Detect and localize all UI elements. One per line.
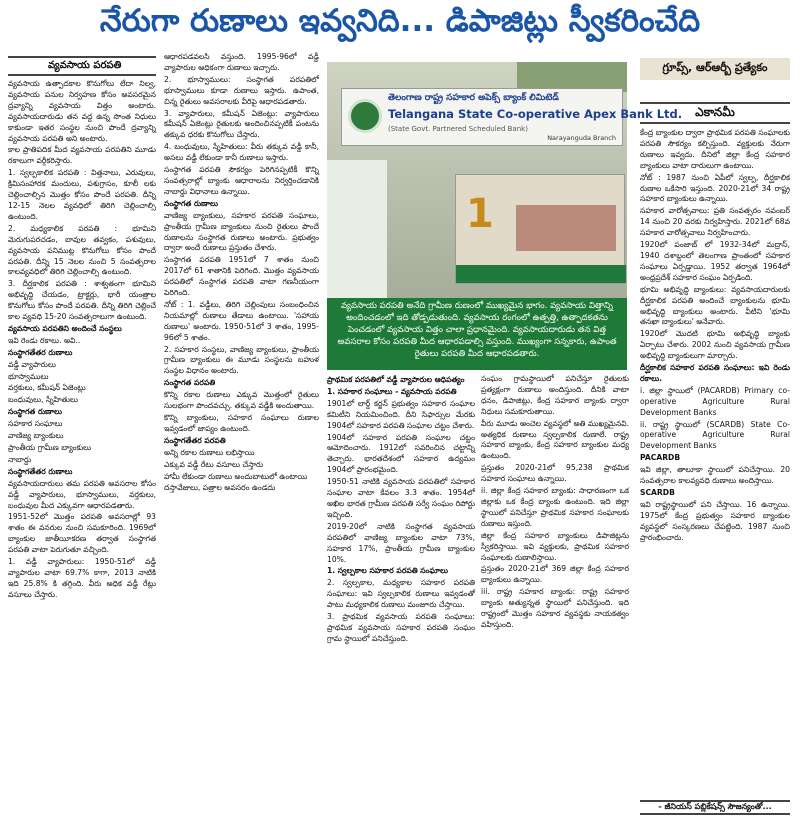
section-title-economy: ఎకానమీ	[640, 102, 790, 124]
photo-caption: వ్యవసాయ పరపతి అనేది గ్రామీణ రుణంలో ముఖ్యమైన భాగం. వ్యవసాయ విత్తాన్ని అందించడంలో ఇది తోడ్పడుతుంది. వ్యవసాయ రంగంలో ఉత్పత్తి, ఉత్పాదకతను పెంచడంలో వ్యవసాయ విత్తం చాలా ప్రధానమైంది. వ్యవసాయదారుడు తన విత్త అవసరాల కోసం పరపతి మీద ఆధారపడాల్సి వస్తుంది. ముఖ్యంగా సన్నకారు, ఉపాంత రైతులు పరపతి మీద ఆధారపడతారు.	[327, 298, 627, 370]
paragraph: వ్యవసాయ ఉత్పాదకాల కొనుగోలు లేదా నిల్వ, వ్యవసాయ పనుల నిర్వహణ కోసం అవసరమైన ద్రవ్యాన్ని వ్యవసాయ విత్తం అంటారు. వ్యవసాయదారుడు తన వద్ద ఉన్న సొంత నిధులు కాకుండా ఇతర సంస్థల నుంచి పొందే ద్రవ్యాన్ని వ్యవసాయ పరపతి అని అంటారు.	[8, 79, 156, 143]
paragraph: ఇవి రెండు రకాలు. అవి..	[8, 335, 81, 345]
paragraph: 1. సహకార సంఘాలు - వ్యవసాయ పరపతి	[327, 386, 457, 396]
column-fourth	[481, 374, 629, 814]
paragraph: జిల్లా కేంద్ర సహకార బ్యాంకులు డిపాజిట్లను స్వీకరిస్తాయి. ఇవి వ్యక్తులకు, ప్రాథమిక సహకార సంఘాలకు రుణాలిస్తాయి.	[481, 530, 629, 562]
paragraph: 2. స్వల్పకాల, మధ్యకాల సహకార పరపతి సంఘాలు: ఇవి స్వల్పకాలిక రుణాలు ఇవ్వడంతో పాటు మధ్యకాలిక రుణాలు మంజూరు చేస్తాయి.	[327, 578, 475, 610]
list-item: బంధువులు, స్నేహితులు	[8, 395, 78, 405]
paragraph: వ్యవసాయదారులు తమ పరపతి అవసరాల కోసం వడ్డీ వ్యాపారులు, భూస్వాములు, వర్తకులు, బంధువుల మీద ఎక్కువగా ఆధారపడతారు.	[8, 478, 156, 510]
paragraph: కాల ప్రాతిపదిక మీద వ్యవసాయ పరపతిని మూడు రకాలుగా వర్గీకరిస్తారు.	[8, 145, 156, 166]
paragraph: సంస్థాగత పరపతి సౌకర్యం పెరిగినప్పటికీ కొన్ని సంవత్సరాల్లో బ్యాంకు ఆధారాలను నిర్వర్తించడానికి నాబార్డు విధానాలు ఉన్నాయి.	[164, 165, 319, 196]
sign-english: Telangana State Co-operative Apex Bank Ltd.	[388, 107, 683, 121]
paragraph: దీర్ఘకాలిక సహకార పరపతి సంఘాలు: ఇవి రెండు రకాలు.	[640, 363, 790, 383]
subheading: వ్యవసాయ పరపతిని అందించే సంస్థలు	[8, 323, 122, 333]
poster-banner	[455, 174, 625, 284]
paragraph: ఇవి జిల్లా, తాలూకా స్థాయిలో పనిచేస్తాయి. 20 సంవత్సరాల కాలవ్యవధి రుణాలు అందిస్తాయి.	[640, 465, 790, 486]
subheading: సంస్థాగతేతర పరపతి	[164, 435, 226, 445]
section-title-agri-credit: వ్యవసాయ పరపతి	[8, 56, 156, 76]
bank-logo-icon	[348, 99, 382, 133]
subheading: ప్రాథమిక పరపతిలో వడ్డీ వ్యాపారుల ఆధిపత్యం	[327, 375, 465, 384]
list-item: భూస్వాములు	[8, 371, 49, 381]
paragraph: 2. భూస్వాములు: సంస్థాగత పరపతిలో భూస్వాములు కూడా రుణాలు ఇస్తారు. ఉపాంత, చిన్న రైతులు అవసరాలకు వీరిపై ఆధారపడతారు.	[164, 74, 319, 106]
column-left	[8, 52, 156, 814]
standee-banner	[327, 160, 387, 298]
sign-telugu: తెలంగాణ రాష్ట్ర సహకార అపెక్స్ బ్యాంక్ లిమిటెడ్	[388, 93, 559, 103]
paragraph: 2019-20లో నాటికి సంస్థాగత వ్యవసాయ పరపతిలో వాణిజ్య బ్యాంకుల వాటా 73%, సహకార 17%, ప్రాంతీయ గ్రామీణ బ్యాంకుల 10%.	[327, 521, 475, 564]
paragraph: సంస్థాగత పరపతి 1951లో 7 శాతం నుంచి 2017లో 61 శాతానికి పెరిగింది. మొత్తం వ్యవసాయ పరపతిలో సంస్థాగత పరపతి వాటా గణనీయంగా పెరిగింది.	[164, 255, 319, 298]
paragraph: సహకార వారోత్సవాలు: ప్రతి సంవత్సరం నవంబర్ 14 నుంచి 20 వరకు నిర్వహిస్తారు. 2021లో 68వ సహకార వారోత్సవాలు నిర్వహించారు.	[640, 206, 790, 238]
subheading: SCARDB	[640, 488, 675, 497]
poster-strip	[456, 265, 626, 283]
paragraph: 1920లో పంజాబ్ లో 1932-34లో మద్రాస్, 1940 దశాబ్దంలో తెలంగాణ ప్రాంతంలో సహకార సంఘాలు ఏర్పడ్డాయి. 1952 తర్వాత 1964లో అంధ్రప్రదేశ్ సహకార సంఘం ఏర్పడింది.	[640, 240, 790, 282]
paragraph: 1901లో లార్డ్ కర్జన్ ప్రభుత్వం సహకార సంఘాల కమిటీని నియమించింది. దీని సిఫార్సుల మేరకు 1904లో సహకార పరపతి సంఘాల చట్టం చేశారు.	[327, 398, 475, 430]
paragraph: 1. వడ్డీ వ్యాపారులు: 1950-51లో వడ్డీ వ్యాపారుల వాటా 69.7% కాగా, 2013 నాటికి ఇది 25.8% కి తగ్గింది. వీరు అధిక వడ్డీ రేట్లు వసూలు చేస్తారు.	[8, 557, 156, 599]
list-item: ఎక్కువ వడ్డీ రేటు వసూలు చేస్తారు	[164, 459, 264, 469]
paragraph: iii. రాష్ట్ర సహకార బ్యాంకు: రాష్ట్ర సహకార బ్యాంకు అత్యున్నత స్థాయిలో పనిచేస్తుంది. ఇది రాష్ట్రంలో మొత్తం సహకార వ్యవస్థకు నాయకత్వం వహిస్తుంది.	[481, 587, 629, 629]
paragraph: 3. వ్యాపారులు, కమీషన్ ఏజెంట్లు: వ్యాపారులు కమీషన్ ఏజెంట్లు రైతులకు అందించినప్పటికీ పంటను తక్కువ ధరకు కొనుగోలు చేస్తారు.	[164, 108, 319, 140]
paragraph: ఇవి రాష్ట్రస్థాయిలో పని చేస్తాయి. 16 ఉన్నాయి. 1975లో కేంద్ర ప్రభుత్వం సహకార బ్యాంకుల వ్యవస్థలో సంస్కరణలు చేపట్టింది. 1987 నుంచి ప్రారంభించారు.	[640, 499, 790, 542]
list-item: 3. దీర్ఘకాలిక పరపతి : శాశ్వతంగా భూమిని అభివృద్ధి చేయడం, ట్రాక్టర్లు, భారీ యంత్రాల కొనుగోలు కోసం పొందే పరపతి. దీన్ని తిరిగి చెల్లించే కాల వ్యవధి 15-20 సంవత్సరాలుగా ఉంటుంది.	[8, 279, 156, 322]
list-item: సంస్థాగత రుణాలు	[8, 407, 62, 417]
paragraph: ప్రస్తుతం 2020-21లో 369 జిల్లా కేంద్ర సహకార బ్యాంకులు ఉన్నాయి.	[481, 564, 629, 585]
column-second	[164, 52, 319, 814]
paragraph: భూమి అభివృద్ధి బ్యాంకులు: వ్యవసాయదారులకు దీర్ఘకాలిక పరపతి అందించే బ్యాంకులను భూమి అభివృద్ధి బ్యాంకులు అంటారు. వీటిని 'భూమి తనఖా బ్యాంకులు' అనేవారు.	[640, 284, 790, 327]
paragraph: 1. స్వల్పకాల సహకార పరపతి సంఘాలు	[327, 566, 448, 576]
paragraph: 1904లో సహకార పరపతి సంఘాల చట్టం ఆమోదించారు. 1912లో సవరించిన చట్టాన్ని తెచ్చారు. భారతదేశంలో సహకార ఉద్యమం 1904లో ప్రారంభమైంది.	[327, 432, 475, 475]
list-item: వర్తకులు, కమీషన్ ఏజెంట్లు	[8, 383, 86, 393]
paragraph: నోట్ : 1987 నుంచి ఏపీలో స్వల్ప, దీర్ఘకాలిక రుణాల ఒకేసారి ఇస్తుంది. 2020-21లో 34 రాష్ట్ర సహకార బ్యాంకులు ఉన్నాయి.	[640, 172, 790, 204]
paragraph: కొన్ని బ్యాంకులు, సహకార సంఘాలు రుణాల ఇవ్వడంలో జాప్యం ఉంటుంది.	[164, 413, 319, 433]
subheading: సంస్థాగత రుణాలు	[164, 198, 218, 208]
paragraph: ii. జిల్లా కేంద్ర సహకార బ్యాంకు: సాధారణంగా ఒక జిల్లాకు ఒక కేంద్ర బ్యాంకు ఉంటుంది. ఇది జిల్లా స్థాయిలో పనిచేస్తూ ప్రాథమిక సహకార సంఘాలకు రుణాలు ఇస్తుంది.	[481, 486, 629, 528]
column-right	[640, 128, 790, 796]
paragraph: సంఘం గ్రామస్థాయిలో పనిచేస్తూ రైతులకు ప్రత్యక్షంగా రుణాలు అందిస్తుంది. దీనికి వాటా ధనం, డిపాజిట్లు, కేంద్ర సహకార బ్యాంకు ద్వారా నిధులు సమకూరుతాయి.	[481, 374, 629, 416]
list-item: సంస్థాగతేతర రుణాలు	[8, 347, 73, 357]
paragraph: ఆధారపడవలసి వస్తుంది. 1995-96లో వడ్డీ వ్యాపారుల అధికంగా రుణాలు ఇచ్చారు.	[164, 52, 319, 72]
subheading: PACARDB	[640, 453, 681, 463]
bank-photo	[327, 62, 683, 298]
list-item: ప్రాంతీయ గ్రామీణ బ్యాంకులు	[8, 443, 92, 452]
poster-number: 1	[466, 191, 494, 237]
sign-branch: Narayanguda Branch	[547, 134, 616, 142]
paragraph: నోట్ : 1. వడ్డీలు, తిరిగి చెల్లింపులు సంబంధించిన నియమాల్లో రుణాలు తేడాలు ఉంటాయి. 'సహాయ రుణాలు' అంటారు. 1950-51లో 3 శాతం, 1995-96లో 5 శాతం.	[164, 299, 319, 342]
sign-subtitle: (State Govt. Partnered Scheduled Bank)	[388, 125, 528, 133]
column-third	[327, 374, 475, 814]
headline: నేరుగా రుణాలు ఇవ్వనిది... డిపాజిట్లు స్వీకరించేది	[99, 2, 701, 39]
credit-line: - జీనియస్ పబ్లికేషన్స్ సౌజన్యంతో...	[640, 800, 790, 815]
poster-photos	[516, 205, 616, 251]
list-item: దస్తావేజులు, పత్రాల అవసరం ఉండదు	[164, 483, 276, 493]
paragraph: ప్రస్తుతం 2020-21లో 95,238 ప్రాథమిక సహకార సంఘాలు ఉన్నాయి.	[481, 463, 629, 484]
paragraph: వీరు మూడు అంచెల వ్యవస్థలో అతి ముఖ్యమైనవి. అత్యధిక రుణాలు స్వల్పకాలిక రుణాలే. రాష్ట్ర సహకార బ్యాంకు, కేంద్ర సహకార బ్యాంకుల మధ్య ఉంటుంది.	[481, 418, 629, 461]
paragraph: 1920లో మొదటి భూమి అభివృద్ధి బ్యాంకు ఏర్పాటు చేశారు. 2002 నుంచి వ్యవసాయ గ్రామీణ అభివృద్ధి బ్యాంకులుగా మార్చారు.	[640, 329, 790, 361]
list-item: 1. స్వల్పకాలిక పరపతి : విత్తనాలు, ఎరువులు, క్రిమిసంహారక మందులు, పశుగ్రాసం, కూలీ లకు చెల్లించాల్సిన మొత్తం కోసం పొందే పరపతి. దీన్ని 12-15 నెలల వ్యవధిలో తిరిగి చెల్లించాల్సి ఉంటుంది.	[8, 168, 156, 221]
paragraph: ii. రాష్ట్ర స్థాయిలో (SCARDB) State Co-operative Agriculture Rural Development Banks	[640, 419, 790, 451]
bank-signboard	[341, 88, 683, 146]
paragraph: కొన్ని రకాల రుణాలు ఎక్కువ మొత్తంలో రైతులు సులభంగా పొందవచ్చు. తక్కువ వడ్డీకి అందుతాయి.	[164, 390, 319, 411]
list-item: హామీ లేకుండా రుణాలు అందుబాటులో ఉంటాయి	[164, 471, 308, 481]
paragraph: వాణిజ్య బ్యాంకులు, సహకార పరపతి సంఘాలు, ప్రాంతీయ గ్రామీణ బ్యాంకులు నుంచి రైతులు పొందే రుణాలను సంస్థాగత రుణాలు అంటారు. ప్రభుత్వం ద్వారా అందే రుణాలు ప్రస్తుతం చేశారు.	[164, 210, 319, 253]
list-item: 2. మధ్యకాలిక పరపతి : భూమిని మెరుగుపరచడం, బావుల తవ్వకం, పశువులు, వ్యవసాయ పనిముట్ల కొనుగోలు కోసం పొందే పరపతి. దీన్ని 15 నెలల నుంచి 5 సంవత్సరాల కాలవ్యవధిలో తిరిగి చెల్లించాల్సి ఉంటుంది.	[8, 223, 156, 277]
list-item: సహకార సంఘాలు	[8, 419, 63, 429]
list-item: వాణిజ్య బ్యాంకులు	[8, 431, 64, 441]
paragraph: కేంద్ర బ్యాంకుల ద్వారా ప్రాథమిక పరపతి సంఘాలకు పరపతి సౌకర్యం కల్పిస్తుంది. వ్యక్తులకు నేరుగా రుణాలు ఇవ్వదు. దీనిలో జిల్లా కేంద్ర సహకార బ్యాంకులు వాటా దారులుగా ఉంటాయి.	[640, 128, 790, 170]
list-item: వడ్డీ వ్యాపారులు	[8, 359, 56, 369]
paragraph: i. జిల్లా స్థాయిలో (PACARDB) Primary co-operative Agriculture Rural Development Banks	[640, 385, 790, 417]
paragraph: 4. బంధువులు, స్నేహితులు: వీరు తక్కువ వడ్డీ కానీ, అసలు వడ్డీ లేకుండా కానీ రుణాలు ఇస్తారు.	[164, 142, 319, 163]
list-item: అన్ని రకాల రుణాలు లభిస్తాయి	[164, 447, 255, 457]
subheading: సంస్థాగతేతర రుణాలు	[8, 466, 73, 476]
list-item: నాబార్డు	[8, 454, 32, 464]
paragraph: 1950-51 నాటికి వ్యవసాయ పరపతిలో సహకార సంఘాల వాటా కేవలం 3.3 శాతం. 1954లో అఖిల భారత గ్రామీణ పరపతి సర్వే సంఘం రిపోర్టు ఇచ్చింది.	[327, 477, 475, 519]
series-tag: గ్రూప్స్, ఆర్ఆర్బీ ప్రత్యేకం	[640, 58, 790, 80]
paragraph: 1951-52లో మొత్తం పరపతి అవసరాల్లో 93 శాతం ఈ వనరుల నుంచి సమకూరింది. 1969లో బ్యాంకుల జాతీయీకరణ తర్వాత సంస్థాగత పరపతి వాటా పెరుగుతూ వచ్చింది.	[8, 512, 156, 555]
paragraph: 2. సహకార సంస్థలు, వాణిజ్య బ్యాంకులు, ప్రాంతీయ గ్రామీణ బ్యాంకులు ఈ మూడు సంస్థలను బహుళ సంస్థల విధానం అంటారు.	[164, 344, 319, 376]
paragraph: 3. ప్రాథమిక వ్యవసాయ పరపతి సంఘాలు: ప్రాథమిక వ్యవసాయ సహకార పరపతి సంఘం గ్రామ స్థాయిలో పనిచేస్తుంది.	[327, 612, 475, 643]
subheading: సంస్థాగత పరపతి	[164, 378, 216, 388]
